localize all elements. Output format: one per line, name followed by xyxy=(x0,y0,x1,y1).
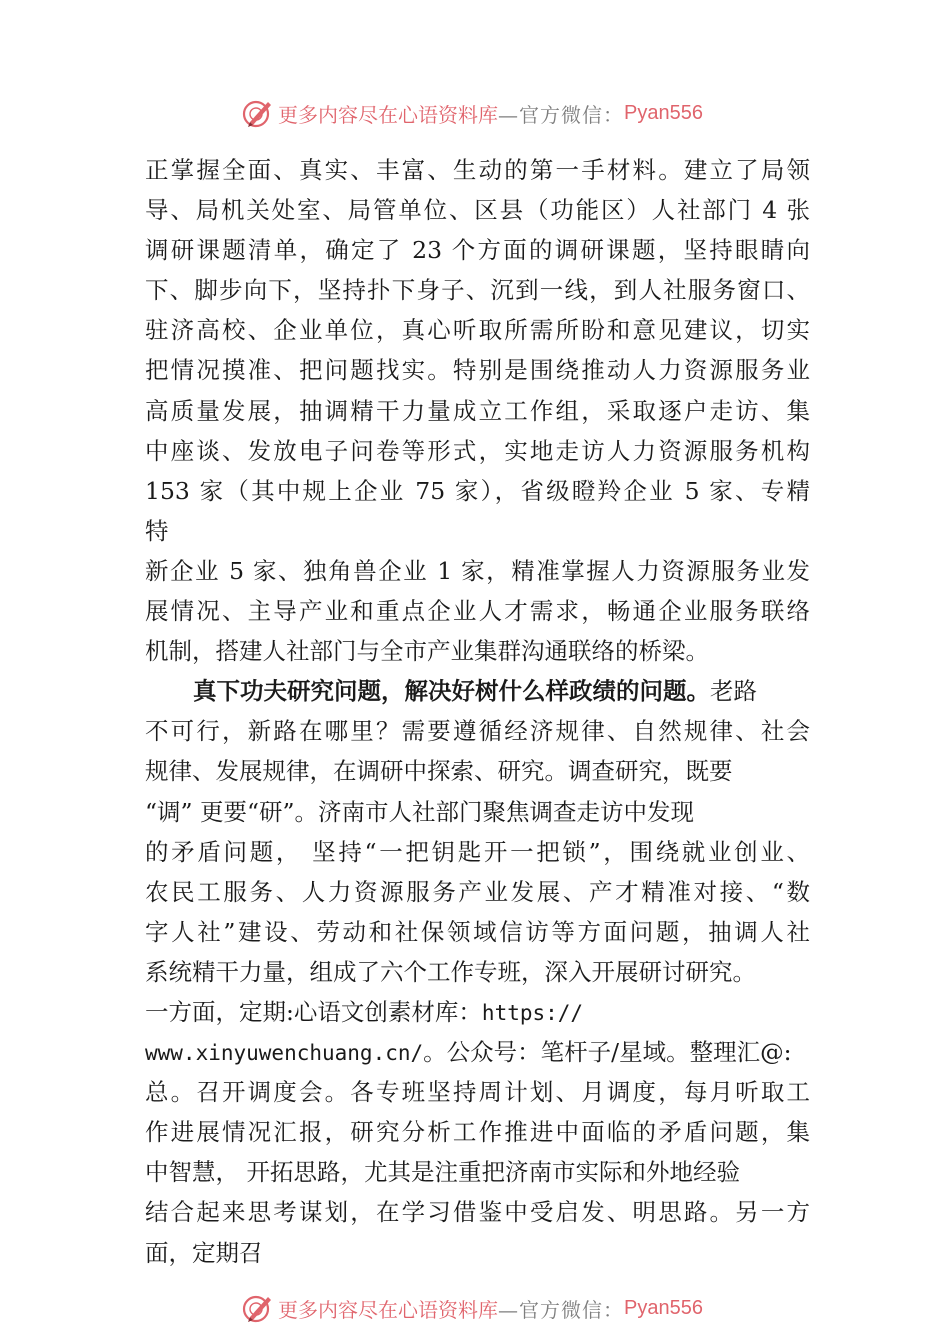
text-line: 驻济高校、企业单位，真心听取所需所盼和意见建议，切实 xyxy=(145,316,810,345)
text-line: 系统精干力量，组成了六个工作专班，深入开展研讨研究。 xyxy=(145,957,756,986)
header-watermark xyxy=(240,96,740,130)
text-line: 高质量发展，抽调精干力量成立工作组，采取逐户走访、集 xyxy=(145,396,810,425)
footer-wechat-id: Pyan556 xyxy=(624,1296,703,1319)
text-line: 不可行，新路在哪里？需要遵循经济规律、自然规律、社会 xyxy=(145,717,810,746)
heading-continuation: 老路 xyxy=(710,677,757,706)
text-line: 特 xyxy=(145,516,169,545)
pen-logo-icon xyxy=(240,96,274,130)
link-prefix: 一方面，定期:心语文创素材库： xyxy=(145,997,482,1026)
header-wechat-id: Pyan556 xyxy=(624,101,703,124)
header-brand-text: 更多内容尽在心语资料库 xyxy=(278,102,498,127)
text-line: 调研课题清单，确定了 23 个方面的调研课题，坚持眼睛向 xyxy=(145,236,810,265)
text-line: 农民工服务、人力资源服务产业发展、产才精准对接、“数 xyxy=(145,877,810,906)
text-line: 总。召开调度会。各专班坚持周计划、月调度，每月听取工 xyxy=(145,1078,810,1107)
text-line: “调” 更要“研”。济南市人社部门聚焦调查走访中发现 xyxy=(145,797,695,826)
footer-watermark xyxy=(240,1291,740,1325)
footer-wechat-label: —官方微信： xyxy=(498,1297,624,1322)
text-line xyxy=(145,1032,810,1072)
text-line: 中智慧， 开拓思路，尤其是注重把济南市实际和外地经验 xyxy=(145,1158,740,1187)
text-line: 下、脚步向下，坚持扑下身子、沉到一线，到人社服务窗口、 xyxy=(145,276,810,305)
header-wechat-label: —官方微信： xyxy=(498,102,624,127)
text-line: 展情况、主导产业和重点企业人才需求，畅通企业服务联络 xyxy=(145,597,810,626)
text-line: 把情况摸准、把问题找实。特别是围绕推动人力资源服务业 xyxy=(145,356,810,385)
text-line xyxy=(145,992,810,1032)
text-line: 新企业 5 家、独角兽企业 1 家，精准掌握人力资源服务业发 xyxy=(145,556,810,585)
text-line: 字人社”建设、劳动和社保领域信访等方面问题，抽调人社 xyxy=(145,917,810,946)
footer-brand-text: 更多内容尽在心语资料库 xyxy=(278,1297,498,1322)
document-body xyxy=(145,150,810,1273)
text-line: 导、局机关处室、局管单位、区县（功能区）人社部门 4 张 xyxy=(145,196,810,225)
pen-logo-icon xyxy=(240,1291,274,1325)
paragraph-1 xyxy=(145,150,810,671)
text-line: 机制，搭建人社部门与全市产业集群沟通联络的桥梁。 xyxy=(145,637,709,666)
text-line: 153 家（其中规上企业 75 家），省级瞪羚企业 5 家、专精 xyxy=(145,476,810,505)
url-continuation: 。公众号：笔杆子/星域。整理汇@: xyxy=(423,1038,792,1067)
text-line: 中座谈、发放电子问卷等形式，实地走访人力资源服务机构 xyxy=(145,436,810,465)
text-line xyxy=(145,671,810,711)
text-line: 面，定期召 xyxy=(145,1238,263,1267)
text-line: 规律、发展规律，在调研中探索、研究。调查研究，既要 xyxy=(145,757,733,786)
website-url: www.xinyuwenchuang.cn/ xyxy=(145,1041,424,1066)
text-line: 结合起来思考谋划，在学习借鉴中受启发、明思路。另一方 xyxy=(145,1198,810,1227)
text-line: 作进展情况汇报，研究分析工作推进中面临的矛盾问题，集 xyxy=(145,1118,810,1147)
text-line: 的矛盾问题， 坚持“一把钥匙开一把锁”，围绕就业创业、 xyxy=(145,837,810,866)
text-line: 正掌握全面、真实、丰富、生动的第一手材料。建立了局领 xyxy=(145,156,810,184)
link-scheme: https:// xyxy=(481,1000,584,1025)
paragraph-heading: 真下功夫研究问题，解决好树什么样政绩的问题。 xyxy=(193,677,710,706)
paragraph-2 xyxy=(145,671,810,1272)
